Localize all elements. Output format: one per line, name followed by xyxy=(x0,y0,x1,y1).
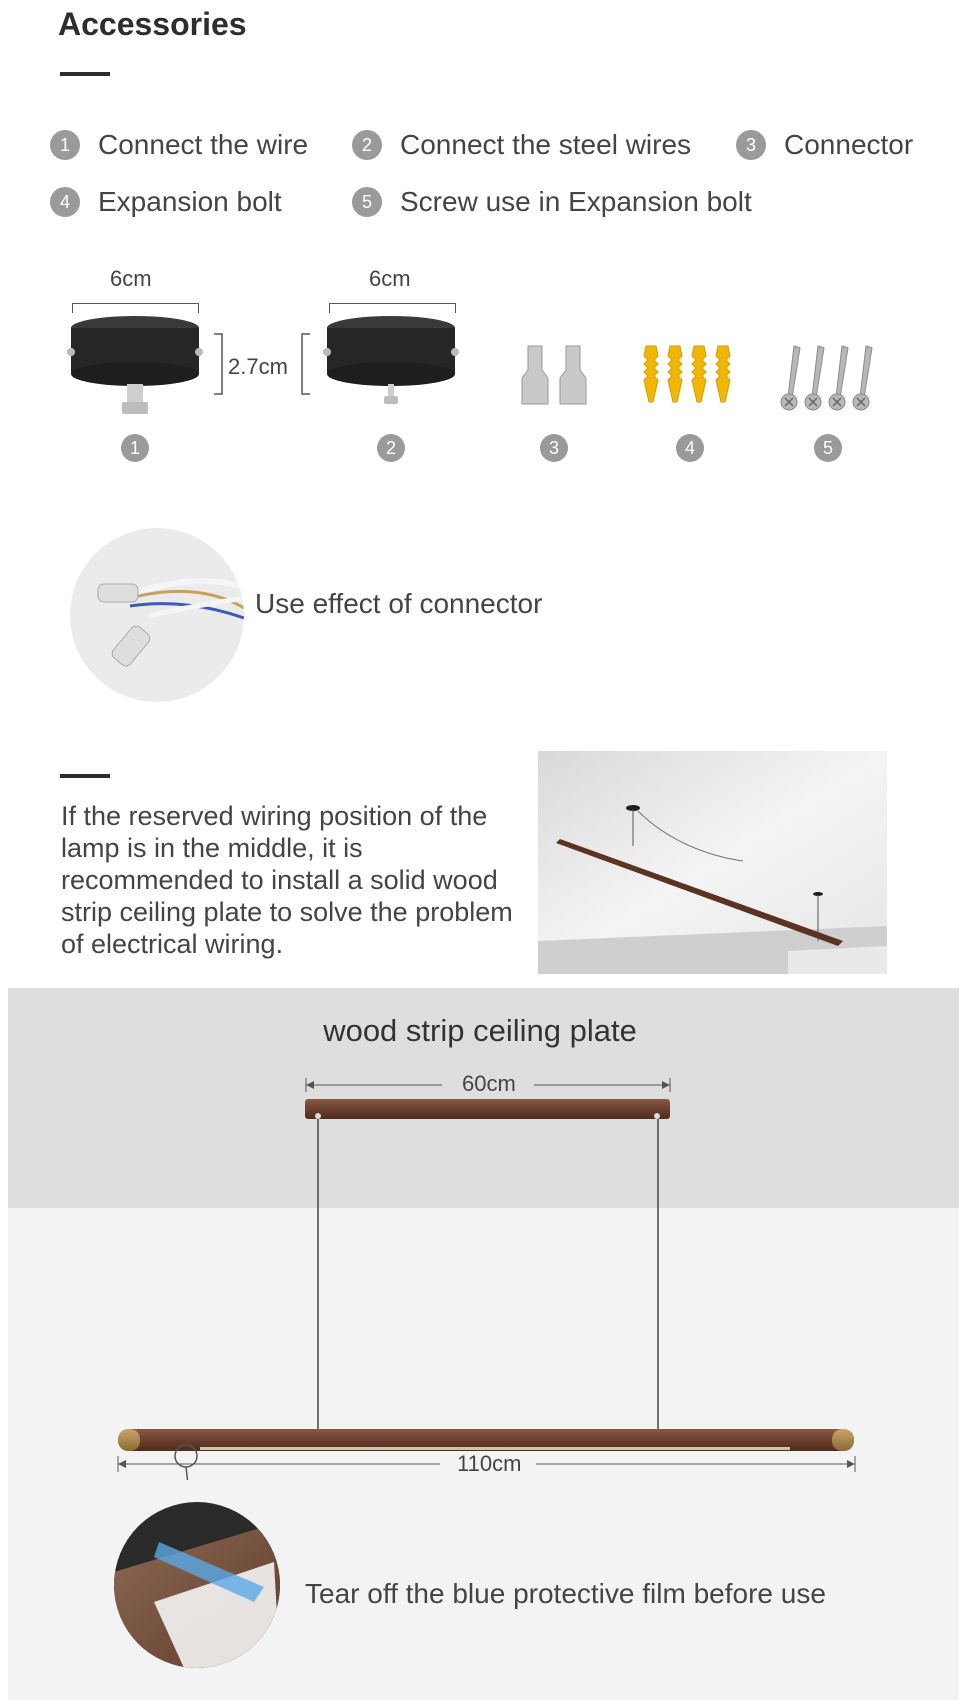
ceiling-canopy-1 xyxy=(66,314,208,426)
number-badge: 3 xyxy=(736,130,766,160)
wiring-note-text: If the reserved wiring position of the lamp is in the middle, it is recommended to install a solid wood strip ceiling plate to solve the problem of electrical wiring. xyxy=(61,801,513,959)
protective-film-detail-image xyxy=(114,1502,280,1668)
wire-connector-image xyxy=(518,342,594,410)
dimension-line xyxy=(72,303,199,304)
paragraph-rule xyxy=(60,774,110,778)
screw-image xyxy=(778,344,878,414)
legend-item-5 xyxy=(352,186,752,218)
legend-item-2 xyxy=(352,129,691,161)
lamp-dimension-diagram xyxy=(0,1060,960,1480)
legend-label: Screw use in Expansion bolt xyxy=(400,186,752,217)
protective-film-note: Tear off the blue protective film before use xyxy=(305,1578,826,1609)
connector-effect-caption: Use effect of connector xyxy=(255,588,543,619)
lamp-length-label: 110cm xyxy=(457,1451,522,1476)
legend-label: Connect the steel wires xyxy=(400,129,692,160)
number-badge: 2 xyxy=(352,130,382,160)
legend-item-3 xyxy=(736,129,913,161)
dimension-tick xyxy=(72,303,73,313)
accessory-number-5: 5 xyxy=(814,434,842,462)
plate-caption: wood strip ceiling plate xyxy=(323,1013,637,1048)
legend-item-4 xyxy=(50,186,282,218)
ceiling-canopy-2 xyxy=(322,314,464,418)
section-title: Accessories xyxy=(58,6,247,42)
number-badge: 4 xyxy=(50,187,80,217)
legend-label: Expansion bolt xyxy=(98,186,282,217)
dimension-line xyxy=(329,303,456,304)
accessory-number-2: 2 xyxy=(377,434,405,462)
number-badge: 5 xyxy=(352,187,382,217)
dimension-tick xyxy=(455,303,456,313)
title-underline xyxy=(60,72,110,76)
canopy2-width-label: 6cm xyxy=(369,266,411,291)
accessory-number-4: 4 xyxy=(676,434,704,462)
legend-label: Connect the wire xyxy=(98,129,309,160)
legend-item-1 xyxy=(50,129,308,161)
accessory-number-3: 3 xyxy=(540,434,568,462)
installed-lamp-photo xyxy=(538,751,887,974)
canopy1-width-label: 6cm xyxy=(110,266,152,291)
dimension-tick xyxy=(329,303,330,313)
expansion-bolt-image xyxy=(638,344,738,410)
legend-label: Connector xyxy=(784,129,914,160)
accessory-number-1: 1 xyxy=(121,434,149,462)
plate-length-label: 60cm xyxy=(462,1071,516,1096)
connector-effect-image xyxy=(70,528,244,702)
dimension-tick xyxy=(198,303,199,313)
canopy-height-label: 2.7cm xyxy=(228,354,288,379)
number-badge: 1 xyxy=(50,130,80,160)
